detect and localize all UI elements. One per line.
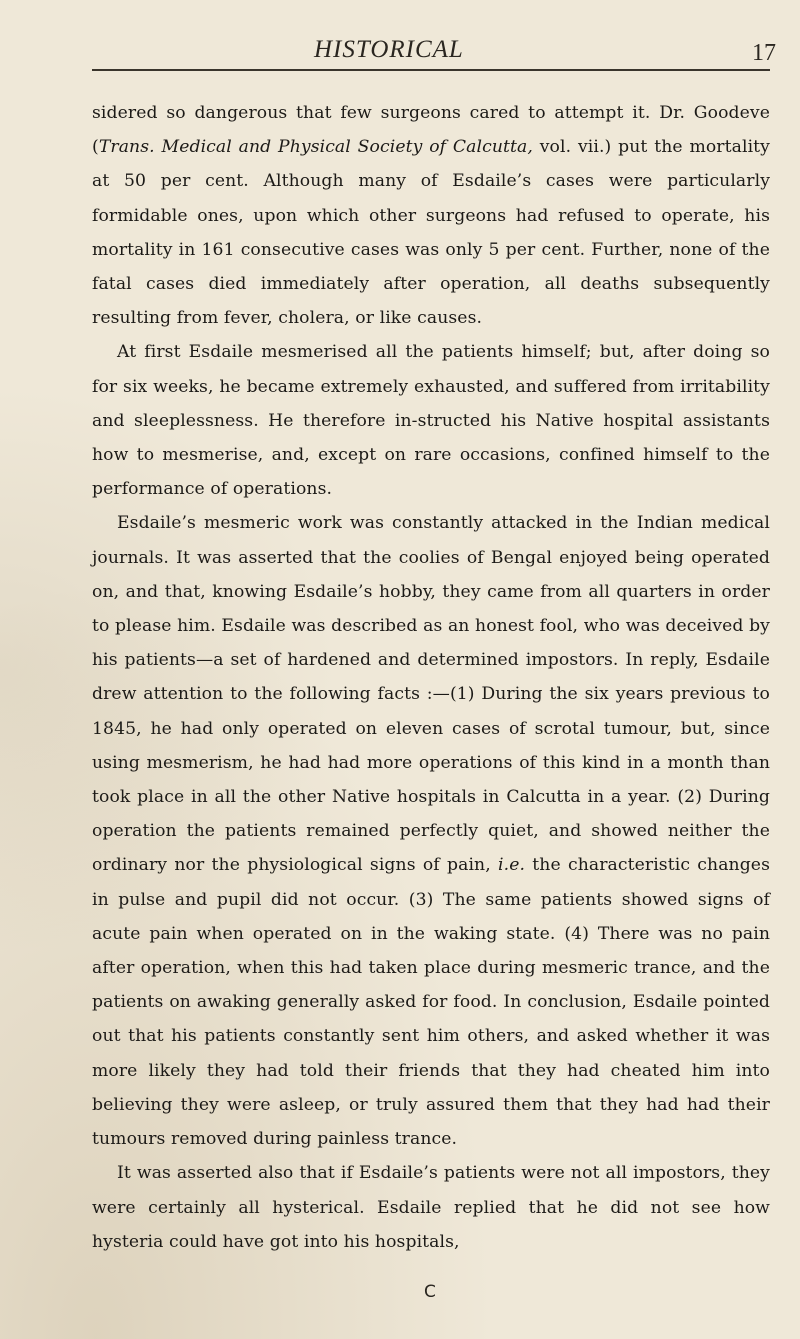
body-text xyxy=(92,96,770,1259)
paragraph-1 xyxy=(92,96,770,335)
ie-abbreviation: i.e. xyxy=(498,855,526,876)
page-number: 17 xyxy=(752,40,776,66)
paragraph-1-text-start: sidered so dangerous that few surgeons cared to attempt it. Dr. Goodeve ( xyxy=(92,103,770,158)
paragraph-1-text-end: vol. vii.) put the mortality at 50 per cent. Although many of Esdaile’s cases were particularly formidable ones, upon which other surgeons had refused to operate, his mortality in 161 consecutive cases was only 5 per cent. Further, none of the fatal cases died immediately after operation, all deaths subsequently resulting from fever, cholera, or like causes. xyxy=(92,137,770,329)
paragraph-3 xyxy=(92,506,770,1156)
journal-title: Trans. Medical and Physical Society of Calcutta, xyxy=(98,137,533,158)
signature-mark: C xyxy=(424,1282,436,1302)
paragraph-4: It was asserted also that if Esdaile’s patients were not all impostors, they were certainly all hysterical. Esdaile replied that he did not see how hysteria could have got into his hospitals, xyxy=(92,1163,770,1252)
header-rule xyxy=(92,69,770,71)
paragraph-3-text-start: Esdaile’s mesmeric work was constantly attacked in the Indian medical journals. It was asserted that the coolies of Bengal enjoyed being operated on, and that, knowing Esdaile’s hobby, they came from all quarters in order to please him. Esdaile was described as an honest fool, who was deceived by his patients—a set of hardened and determined impostors. In reply, Esdaile drew attention to the following facts :—(1) During the six years previous to 1845, he had only operated on eleven cases of scrotal tumour, but, since using mesmerism, he had had more operations of this kind in a month than took place in all the other Native hospitals in Calcutta in a year. (2) During operation the patients remained perfectly quiet, and showed neither the ordinary nor the physiological signs of pain, xyxy=(92,513,770,876)
paragraph-3-text-end: the characteristic changes in pulse and pupil did not occur. (3) The same patients showed signs of acute pain when operated on in the waking state. (4) There was no pain after operation, when this had taken place during mesmeric trance, and the patients on awaking generally asked for food. In conclusion, Esdaile pointed out that his patients constantly sent him others, and asked whether it was more likely they had told their friends that they had cheated him into believing they were asleep, or truly assured them that they had had their tumours removed during painless trance. xyxy=(92,855,770,1150)
running-head-title: HISTORICAL xyxy=(314,36,464,63)
paragraph-2: At first Esdaile mesmerised all the patients himself; but, after doing so for six weeks, he became extremely exhausted, and suffered from irritability and sleeplessness. He therefore in-structed his Native hospital assistants how to mesmerise, and, except on rare occasions, confined himself to the performance of operations. xyxy=(92,342,770,500)
